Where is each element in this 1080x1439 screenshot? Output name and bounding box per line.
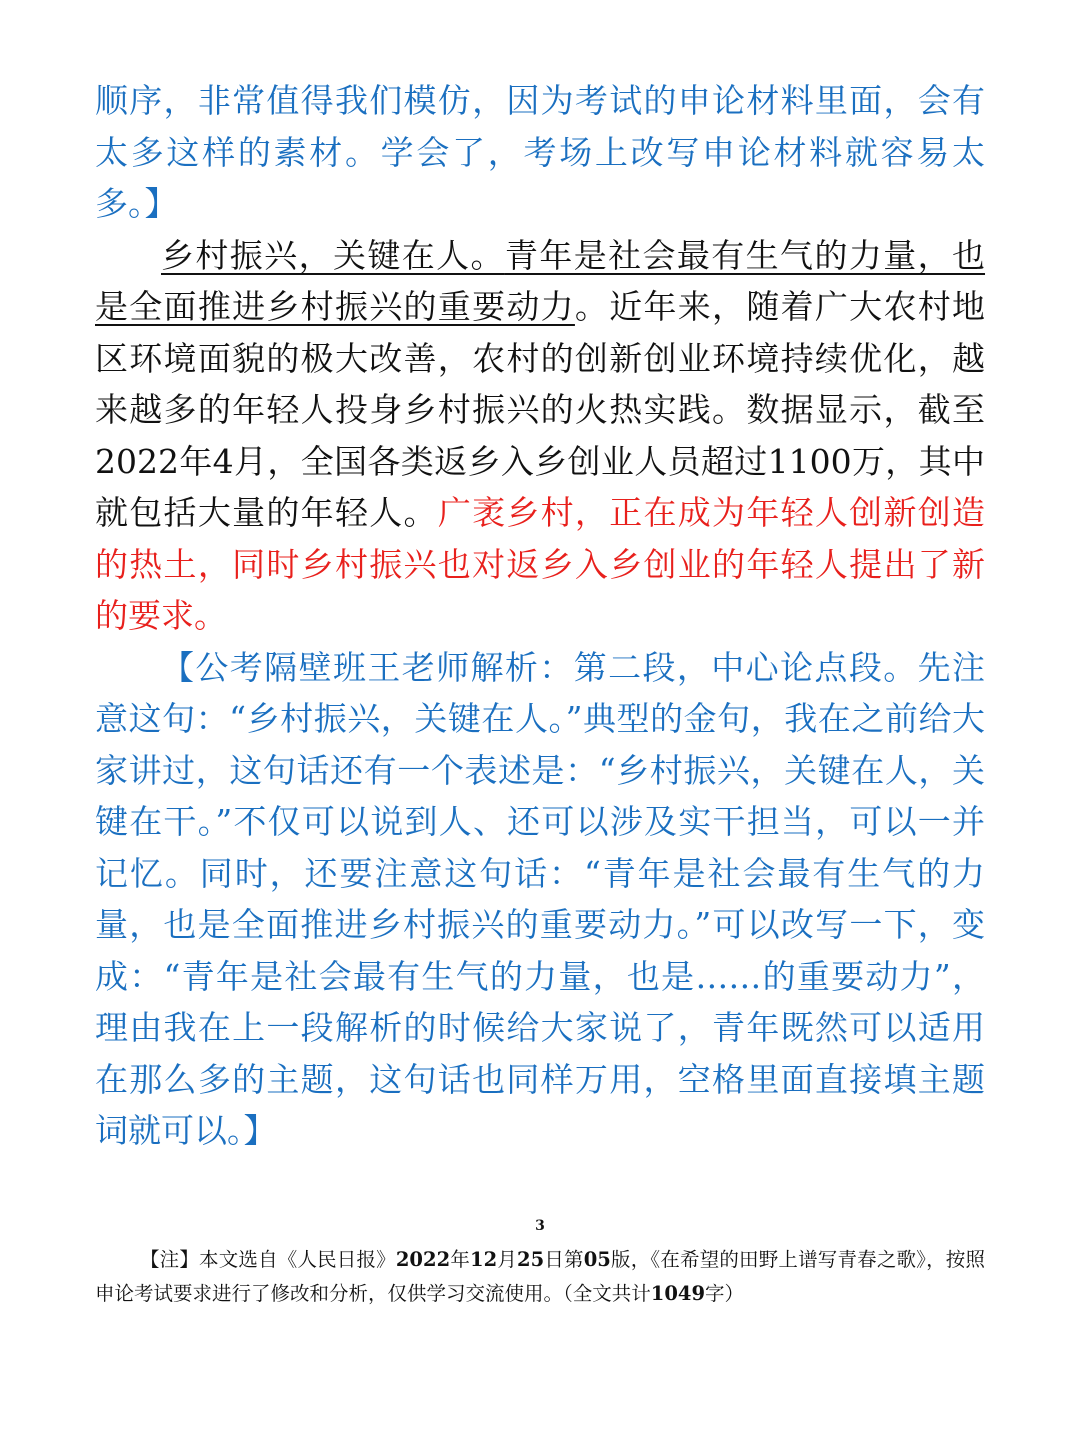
underlined-golden-sentence: 乡村振兴，关键在人。 — [161, 235, 505, 275]
analysis-continuation: 顺序，非常值得我们模仿，因为考试的申论材料里面，会有太多这样的素材。学会了，考场上改写申论材料就容易太多。】 — [95, 81, 985, 223]
footnote-year: 2022 — [395, 1248, 451, 1271]
footnote-day: 25 — [517, 1248, 545, 1271]
paragraph-body: 。近年来，随着广大农村地区环境面貌的极大改善，农村的创新创业环境持续优化，越来越多的年轻人投身乡村振兴的火热实践。数据显示，截至2022年4月，全国各类返乡入乡创业人员超过1100万，其中就包括大量的年轻人。 — [95, 287, 986, 532]
underlined-key-sentence: 青年是社会最有生气的力量，也是全面推进乡村振兴的重要动力 — [95, 235, 986, 326]
footnote-day-char: 日第 — [544, 1248, 584, 1271]
footnote-prefix: 【注】本文选自《人民日报》 — [140, 1248, 396, 1271]
footnote-word-count: 1049 — [650, 1282, 706, 1305]
footnote-month-char: 月 — [497, 1248, 518, 1271]
teacher-analysis: 【公考隔壁班王老师解析：第二段，中心论点段。先注意这句：“乡村振兴，关键在人。”典型的金句，我在之前给大家讲过，这句话还有一个表述是：“乡村振兴，关键在人，关键在干。”不仅可以说到人、还可以涉及实干担当，可以一并记忆。同时，还要注意这句话：“青年是社会最有生气的力量，也是全面推进乡村振兴的重要动力。”可以改写一下，变成：“青年是社会最有生气的力量，也是……的重要动力”，理由我在上一段解析的时候给大家说了，青年既然可以适用在那么多的主题，这句话也同样万用，空格里面直接填主题词就可以。】 — [95, 647, 985, 1150]
highlighted-thesis: 广袤乡村，正在成为年轻人创新创造的热土，同时乡村振兴也对返乡入乡创业的年轻人提出了新的要求。 — [95, 493, 986, 635]
footnote-edition: 05 — [583, 1248, 611, 1271]
footnote-rest: 版，《在希望的田野上谱写青春之歌》，按照申论考试要求进行了修改和分析，仅供学习交流使用。（全文共计 — [95, 1248, 985, 1305]
footnote-month: 12 — [470, 1248, 498, 1271]
footnote-text — [95, 1243, 985, 1311]
page-number: 3 — [535, 1218, 545, 1234]
footnote-year-char: 年 — [450, 1248, 471, 1271]
central-argument-paragraph — [95, 230, 985, 642]
footnote-suffix: 字） — [705, 1282, 745, 1305]
document-body — [95, 75, 985, 1157]
footnote — [95, 1243, 985, 1311]
